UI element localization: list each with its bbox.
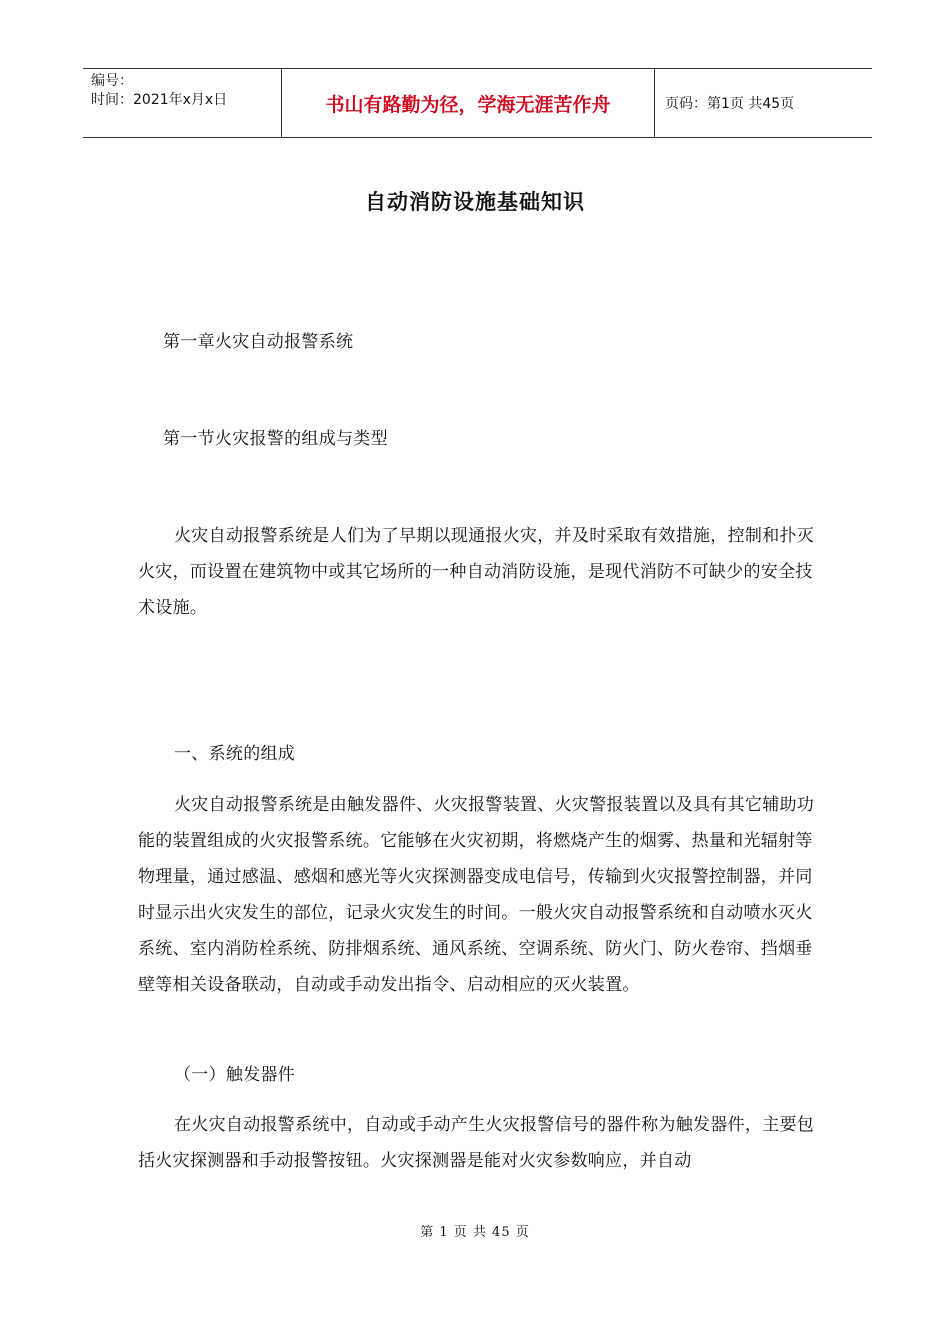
- document-title: 自动消防设施基础知识: [365, 190, 585, 214]
- composition-paragraph: 火灾自动报警系统是由触发器件、火灾报警装置、火灾警报装置以及具有其它辅助功能的装置组成的火灾报警系统。它能够在火灾初期，将燃烧产生的烟雾、热量和光辐射等物理量，通过感温、感烟和感光等火灾探测器变成电信号，传输到火灾报警控制器，并同时显示出火灾发生的部位，记录火灾发生的时间。一般火灾自动报警系统和自动喷水灭火系统、室内消防栓系统、防排烟系统、通风系统、空调系统、防火门、防火卷帘、挡烟垂壁等相关设备联动，自动或手动发出指令、启动相应的灭火装置。: [138, 795, 815, 995]
- page-footer: 第 1 页 共 45 页: [420, 1225, 530, 1240]
- subheading-trigger-devices: （一）触发器件: [174, 1065, 296, 1085]
- header-page-info: 页码：第1页 共45页: [665, 96, 795, 112]
- subheading-system-composition: 一、系统的组成: [174, 744, 296, 764]
- section-heading: 第一节火灾报警的组成与类型: [163, 429, 388, 449]
- header-motto: 书山有路勤为径，学海无涯苦作舟: [282, 69, 655, 137]
- trigger-paragraph: 在火灾自动报警系统中，自动或手动产生火灾报警信号的器件称为触发器件，主要包括火灾探测器和手动报警按钮。火灾探测器是能对火灾参数响应，并自动: [138, 1115, 815, 1171]
- document-time-label: 时间：2021年x月x日: [91, 92, 228, 108]
- header-table: [83, 68, 872, 138]
- document-number-label: 编号：: [91, 73, 133, 89]
- intro-paragraph: 火灾自动报警系统是人们为了早期以现通报火灾，并及时采取有效措施，控制和扑灭火灾，而设置在建筑物中或其它场所的一种自动消防设施，是现代消防不可缺少的安全技术设施。: [138, 526, 815, 618]
- header-meta-cell: [83, 69, 282, 137]
- chapter-heading: 第一章火灾自动报警系统: [163, 332, 354, 352]
